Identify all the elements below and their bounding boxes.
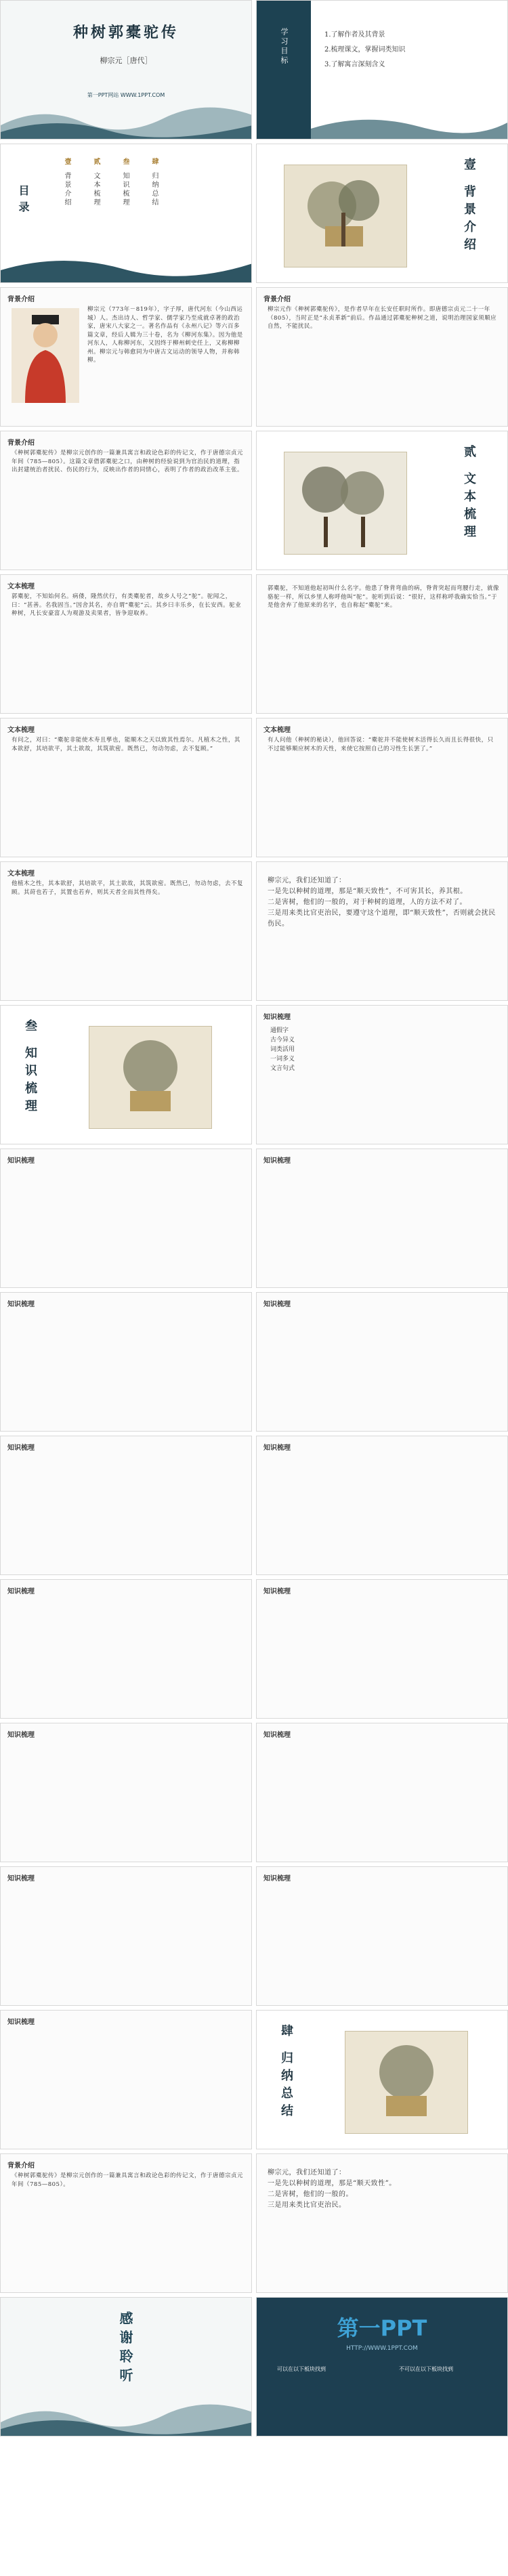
slide-tag: 知识梳理 [7,1157,35,1165]
goal-item: 2.梳理课文，掌握词类知识 [324,46,406,53]
slide-body-text: 柳宗元，我们还知道了： 一是先以种树的道理，那是“顺天致性”。 二是害树，他们的一般的。 三是用来类比官吏治民。 [268,2169,396,2209]
knowledge-list [270,1026,295,1073]
toc-items [62,158,159,207]
slide-section-2[interactable] [256,431,508,570]
slide-title-brand: 第一PPT网站 WWW.1PPT.COM [87,92,165,98]
slide-tag: 知识梳理 [263,1444,291,1452]
toc-label: 文本梳理 [92,172,100,207]
slide-text-3[interactable] [0,718,252,857]
slide-knowledge-9[interactable] [256,1579,508,1719]
slide-section-4[interactable] [256,2010,508,2149]
toc-num: 肆 [150,158,158,167]
list-item: 词类活用 [270,1046,295,1053]
slide-title-author: 柳宗元［唐代］ [100,56,152,65]
slide-tag: 知识梳理 [263,1588,291,1595]
slide-tag: 背景介绍 [7,296,35,303]
slide-body-text: 有人问他（种树的秘诀），他回答说：“橐驼并不能使树木活得长久而且长得很快，只不过能够顺应树木的天性，来使它按照自己的习性生长罢了。” [268,737,494,752]
slide-tag: 知识梳理 [7,1875,35,1883]
portrait-icon [12,308,79,403]
slide-knowledge-14[interactable] [0,2010,252,2149]
slide-tag: 知识梳理 [7,1444,35,1452]
list-item: 文言句式 [270,1065,295,1072]
slide-background-3[interactable] [0,431,252,570]
slide-knowledge-4[interactable] [0,1292,252,1432]
mountain-decoration-icon [1,91,252,139]
slide-tag: 背景介绍 [263,296,291,303]
tree-painting-icon [284,165,406,267]
slide-knowledge-8[interactable] [0,1579,252,1719]
slide-thanks[interactable] [0,2297,252,2437]
slide-body-text: 《种树郭橐驼传》是柳宗元创作的一篇兼具寓言和政论色彩的传记文，作于唐德宗贞元年间（785—805）。 [12,2172,244,2188]
tree-painting-icon [89,1027,211,1128]
painting-image [345,2031,468,2134]
slide-section-3[interactable] [0,1005,252,1144]
slide-tag: 文本梳理 [263,727,291,734]
slide-text-5[interactable] [0,861,252,1001]
slide-body-text: 郭橐驼，不知道他起初叫什么名字。他患了脊背弯曲的病，脊背突起而弯腰行走，就像骆驼一样，所以乡里人称呼他叫“驼”。驼听到后说：“很好，这样称呼我确实恰当。”于是他舍弃了他原来的名字，也自称起“橐驼”来。 [268,585,500,609]
toc-num: 叁 [121,158,129,167]
mountain-decoration-icon [1,2388,252,2436]
slide-tag: 文本梳理 [7,870,35,878]
list-item: 古今异义 [270,1037,295,1044]
slide-body-text: 有问之，对曰：“橐驼非能使木寿且孳也，能顺木之天以致其性焉尔。凡植木之性，其本欲舒，其培欲平，其土欲故，其筑欲密。既然已，勿动勿虑，去不复顾。” [12,737,240,752]
slide-tag: 知识梳理 [7,1301,35,1308]
slide-knowledge-2[interactable] [0,1149,252,1288]
slide-text-4[interactable] [256,718,508,857]
slide-goals[interactable] [256,0,508,139]
slide-knowledge-3[interactable] [256,1149,508,1288]
slide-tag: 知识梳理 [263,1875,291,1883]
slide-knowledge-5[interactable] [256,1292,508,1432]
slide-body-text: 郭橐驼，不知始何名。病偻，隆然伏行，有类橐驼者，故乡人号之“驼”。驼闻之，曰：“甚善。名我固当。”因舍其名，亦自谓“橐驼”云。其乡曰丰乐乡，在长安西。驼业种树，凡长安豪富人为观游及卖果者，皆争迎取养。 [12,593,242,617]
toc-heading: 目录 [17,185,30,217]
slide-tag: 背景介绍 [7,439,35,447]
slide-background-4[interactable] [0,2153,252,2293]
list-item: 通假字 [270,1027,289,1034]
thanks-title: 感谢聆听 [117,2311,133,2387]
slide-background-1[interactable] [0,287,252,427]
slide-body-text: 柳宗元作《种树郭橐驼传》，是作者早年在长安任职时所作。即唐德宗贞元二十一年（805），当时正是“永贞革新”前后。作品通过郭橐驼种树之道，说明治理国家须顺应自然，不能扰民。 [268,306,497,330]
goal-item: 1.了解作者及其背景 [324,31,385,39]
painting-image [284,452,407,555]
brand-url[interactable]: HTTP://WWW.1PPT.COM [346,2345,418,2352]
toc-label: 归纳总结 [150,172,158,207]
goal-item: 3.了解寓言深刻含义 [324,61,385,68]
slide-summary-2[interactable] [256,2153,508,2293]
toc-item[interactable] [91,158,101,207]
slide-knowledge-12[interactable] [0,1866,252,2006]
list-item: 一词多义 [270,1056,295,1062]
slide-text-2[interactable] [256,574,508,714]
slide-body-text: 柳宗元（773年－819年），字子厚，唐代河东（今山西运城）人。杰出诗人、哲学家、儒学家乃至成就卓著的政治家，唐宋八大家之一。著名作品有《永州八记》等六百多篇文章，经后人辑为三十卷，名为《柳河东集》。因为他是河东人，人称柳河东，又因终于柳州刺史任上，又称柳柳州。柳宗元与韩愈同为中唐古文运动的领导人物，并称韩柳。 [87,306,243,364]
slide-tag: 知识梳理 [7,1732,35,1739]
toc-item[interactable] [120,158,130,207]
slide-body-text: 他植木之性，其本欲舒，其培欲平，其土欲故，其筑欲密。既然已，勿动勿虑，去不复顾。其莳也若子，其置也若弃，则其天者全而其性得矣。 [12,880,244,896]
section-title: 壹 背景介绍 [462,158,476,256]
slide-brand[interactable] [256,2297,508,2437]
toc-num: 壹 [63,158,70,167]
slide-tag: 知识梳理 [263,1732,291,1739]
slide-tag: 文本梳理 [7,583,35,591]
slide-tag: 知识梳理 [263,1301,291,1308]
slide-tag: 背景介绍 [7,2162,35,2170]
portrait-image [12,308,79,403]
slide-knowledge-11[interactable] [256,1723,508,1862]
toc-item[interactable] [149,158,159,207]
slide-title-heading: 种树郭橐驼传 [72,24,179,41]
slide-title[interactable] [0,0,252,139]
slide-background-2[interactable] [256,287,508,427]
mountain-decoration-icon [257,91,508,139]
slide-body-text: 柳宗元，我们还知道了： 一是先以种树的道理，那是“顺天致性”，不可害其长，养其根。 二是害树，他们的一般的，对于种树的道理，人的方法不对了。 三是用来类比官吏治民，要遵守这个道理，即“顺天致性”，否则就会扰民伤民。 [268,877,496,928]
slide-body-text: 《种树郭橐驼传》是柳宗元创作的一篇兼具寓言和政论色彩的传记文，作于唐德宗贞元年间（785—805）。这篇文章借郭橐驼之口，由种树的经验说到为官治民的道理，指出封建统治者扰民、伤民的行为，反映出作者的同情心，表明了作者的政治改革主张。 [12,450,244,473]
slide-knowledge-10[interactable] [0,1723,252,1862]
goals-list [324,28,406,72]
tree-painting-icon [284,452,406,554]
section-title: 叁 知识梳理 [23,1019,37,1117]
slide-summary-1[interactable] [256,861,508,1001]
slide-section-1[interactable] [256,144,508,283]
toc-label: 知识梳理 [121,172,129,207]
slide-knowledge-7[interactable] [256,1436,508,1575]
tree-painting-icon [345,2032,467,2133]
slide-knowledge-1[interactable] [256,1005,508,1144]
brand-logo: 第一PPT [337,2315,427,2341]
slide-knowledge-13[interactable] [256,1866,508,2006]
section-title: 肆 归纳总结 [279,2024,293,2122]
toc-num: 贰 [92,158,100,167]
slide-knowledge-6[interactable] [0,1436,252,1575]
slide-toc[interactable] [0,144,252,283]
slide-tag: 文本梳理 [7,727,35,734]
section-title: 贰 文本梳理 [462,445,476,543]
painting-image [284,165,407,267]
toc-item[interactable] [62,158,72,207]
painting-image [89,1026,212,1129]
brand-left-title: 可以在以下板块找到 [277,2366,326,2372]
slide-tag: 知识梳理 [7,2019,35,2026]
slide-tag: 知识梳理 [263,1014,291,1021]
slide-tag: 知识梳理 [263,1157,291,1165]
mountain-decoration-icon [1,235,252,282]
goals-label: 学习目标 [280,28,289,66]
slide-tag: 知识梳理 [7,1588,35,1595]
slide-text-1[interactable] [0,574,252,714]
brand-right-title: 不可以在以下板块找到 [399,2366,453,2372]
toc-label: 背景介绍 [63,172,70,207]
